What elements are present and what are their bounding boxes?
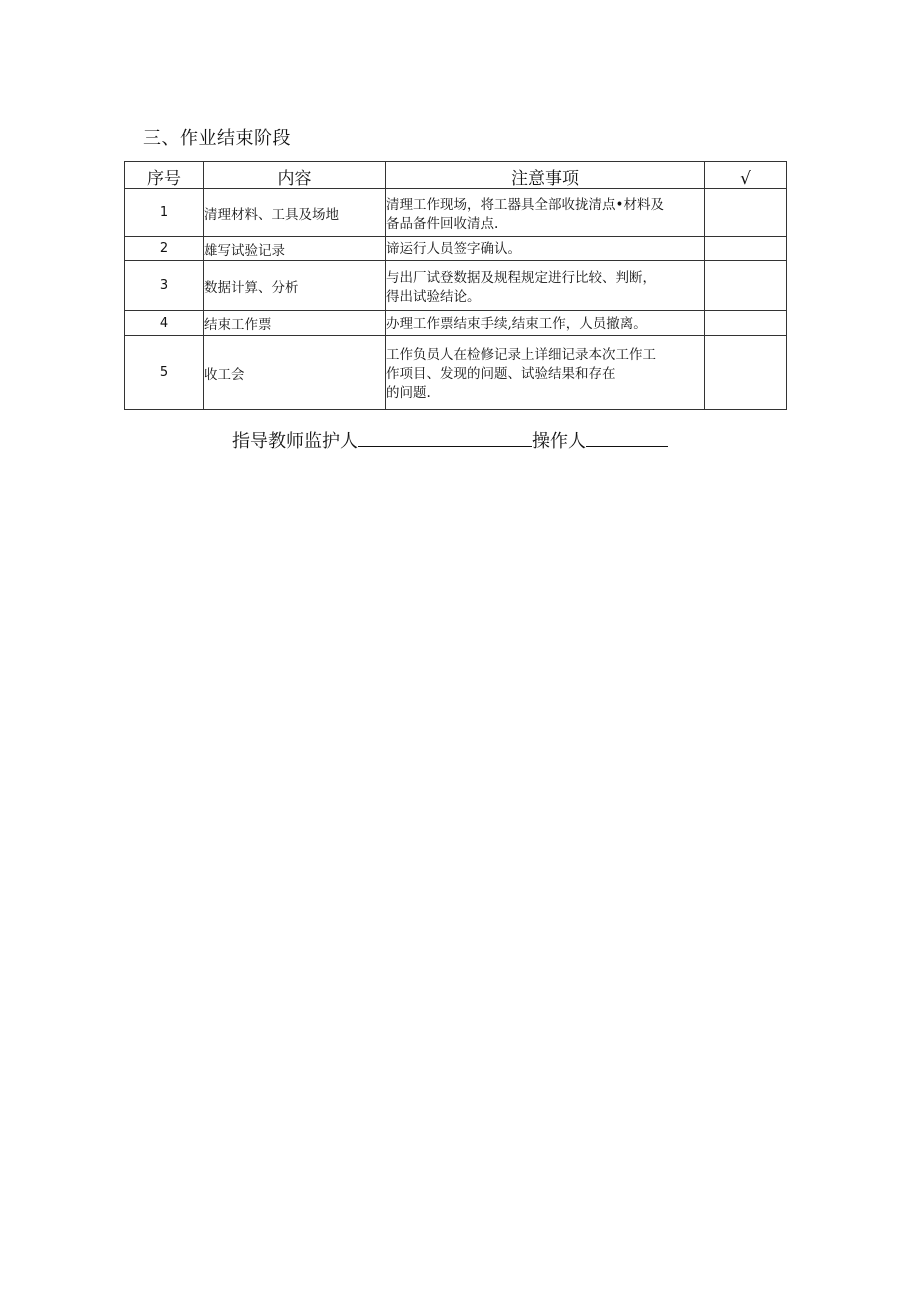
operator-signature-blank[interactable] (586, 428, 668, 447)
row-num: 5 (125, 336, 204, 410)
row-content: 收工会 (204, 336, 386, 410)
table-row (125, 336, 787, 410)
row-content: 雄写试验记录 (204, 237, 386, 261)
supervisor-signature-blank[interactable] (358, 428, 532, 447)
row-notes: 与出厂试登数据及规程规定进行比较、判断， 得出试验结论。 (386, 261, 705, 311)
row-check-cell[interactable] (705, 336, 787, 410)
row-notes: 办理工作票结束手续,结束工作，人员撤离。 (386, 311, 705, 336)
table-row (125, 189, 787, 237)
work-end-table (124, 161, 787, 410)
table-row (125, 237, 787, 261)
row-check-cell[interactable] (705, 237, 787, 261)
row-check-cell[interactable] (705, 189, 787, 237)
row-num: 4 (125, 311, 204, 336)
operator-label: 操作人 (532, 431, 586, 452)
row-notes: 清理工作现场，将工器具全部收拢清点•材料及 备品备件回收清点. (386, 189, 705, 237)
row-check-cell[interactable] (705, 261, 787, 311)
row-check-cell[interactable] (705, 311, 787, 336)
row-num: 1 (125, 189, 204, 237)
row-num: 3 (125, 261, 204, 311)
header-num: 序号 (125, 162, 204, 189)
table-header-row (125, 162, 787, 189)
header-notes: 注意事项 (386, 162, 705, 189)
table-row (125, 261, 787, 311)
row-num: 2 (125, 237, 204, 261)
signature-line (232, 427, 668, 453)
row-notes: 谛运行人员签字确认。 (386, 237, 705, 261)
header-check: √ (705, 162, 787, 189)
supervisor-label: 指导教师监护人 (232, 431, 358, 452)
row-content: 结束工作票 (204, 311, 386, 336)
row-content: 清理材料、工具及场地 (204, 189, 386, 237)
section-title: 三、作业结束阶段 (143, 128, 291, 149)
row-notes: 工作负员人在检修记录上详细记录本次工作工 作项目、发现的问题、试验结果和存在 的问题. (386, 336, 705, 410)
row-content: 数据计算、分析 (204, 261, 386, 311)
header-content: 内容 (204, 162, 386, 189)
table-row (125, 311, 787, 336)
